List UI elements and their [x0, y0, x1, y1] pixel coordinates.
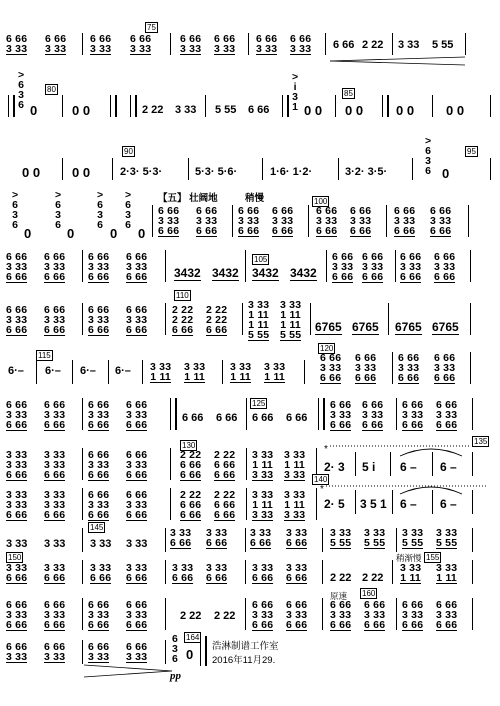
barline [316, 488, 317, 520]
barline [170, 488, 171, 520]
measure-number: 115 [38, 351, 51, 360]
note-group: 3 33 [6, 538, 28, 550]
chord-stack: 3 33 1 11 3 33 [252, 489, 274, 521]
chord-stack: 6 66 3 33 6 66 [44, 399, 66, 431]
chord-stack: 2 22 2 22 6 66 [206, 304, 228, 336]
barline [472, 490, 473, 514]
stacked-note: > 6 3 6 [55, 189, 62, 231]
note-group: 5·3· 5·6· [195, 166, 238, 178]
chord-stack: 3 33 3 33 6 66 [44, 449, 66, 481]
note-group: 6·– [8, 365, 24, 377]
note-line: 3 33 [214, 43, 236, 55]
chord-stack: 6 66 3 33 6 66 [126, 599, 148, 631]
chord-stack: 2 22 6 66 6 66 [214, 449, 236, 481]
barline [432, 490, 433, 514]
note-line: 6 66 [214, 33, 236, 45]
measure-number: 105 [254, 255, 268, 264]
chord-stack: 2 22 6 66 6 66 [180, 449, 202, 481]
note-line: 3 33 [90, 43, 112, 55]
chord-stack: 3 33 1 11 3 33 [252, 449, 274, 481]
chord-stack: 3 33 1 11 3 33 [284, 489, 306, 521]
stacked-note: > 6 3 6 [125, 189, 132, 231]
chord-stack: 6 66 3 33 6 66 [126, 251, 148, 283]
barline [470, 250, 471, 282]
note-line: 3 33 [130, 43, 152, 55]
chord-stack: 6 66 3 33 6 66 [362, 251, 384, 283]
note-line: 6 66 [256, 33, 278, 45]
rest-group: 0 0 [446, 103, 465, 118]
note-group: 3 5 1 [360, 497, 387, 511]
barline [165, 598, 166, 630]
note-line: 6 66 [180, 33, 202, 45]
note-group: 6765 [395, 320, 422, 334]
note-line: 3 33 [256, 43, 278, 55]
barline [470, 352, 471, 384]
chord-stack [256, 34, 277, 55]
chord-stack: 3 33 5 55 [364, 527, 386, 549]
chord-stack: 6 66 3 33 6 66 [436, 399, 458, 431]
note-line: 3 33 [290, 43, 312, 55]
chord-stack: 6 66 3 33 6 66 [286, 599, 308, 631]
chord-stack: 3 33 6 66 [126, 562, 148, 584]
credit-studio: 浩淋制谱工作室 [212, 641, 279, 652]
barline [82, 33, 83, 55]
chord-stack [90, 34, 111, 55]
barline [82, 250, 83, 282]
measure-number: 164 [186, 633, 200, 642]
chord-stack: 6 66 3 33 6 66 [436, 599, 458, 631]
chord-stack: 6 66 3 33 6 66 [434, 352, 456, 384]
chord-stack: 6 66 3 33 6 66 [252, 599, 274, 631]
chord-stack [6, 34, 27, 55]
barline [386, 205, 387, 237]
chord-stack: 6 66 3 33 6 66 [158, 205, 180, 237]
credit-date: 2016年11月29. [212, 655, 276, 666]
barline [490, 158, 491, 180]
note-group: 3·2· 3·5· [345, 166, 388, 178]
chord-stack: 3 33 6 66 [44, 562, 66, 584]
barline [82, 303, 83, 335]
barline [82, 640, 83, 664]
barline [310, 303, 311, 335]
dynamic-marking: pp [170, 670, 181, 682]
note-group: 5 55 [432, 39, 454, 51]
note-group: 6765 [432, 320, 459, 334]
chord-stack: 3 33 1 11 3 33 [284, 449, 306, 481]
barline [472, 598, 473, 630]
note-line: 6 66 [90, 33, 112, 45]
chord-stack: 3 33 3 33 6 66 [6, 489, 28, 521]
chord-stack: 6 66 3 33 6 66 [6, 399, 28, 431]
note-line: 3 33 [6, 43, 28, 55]
chord-stack: 3 33 3 33 6 66 [44, 489, 66, 521]
measure-number: 110 [176, 291, 189, 300]
note-group: 2 22 [362, 39, 384, 51]
chord-stack: 2 22 6 66 6 66 [214, 489, 236, 521]
note-line: 6 66 [130, 33, 152, 45]
barline [82, 528, 83, 552]
barline [142, 360, 143, 384]
barline [322, 560, 323, 584]
chord-stack: 3 33 3 33 6 66 [6, 449, 28, 481]
chord-stack: 6 66 3 33 6 66 [6, 599, 28, 631]
barline [165, 640, 166, 664]
chord-stack: 3 33 6 66 [286, 562, 308, 584]
chord-stack: 6 66 3 33 6 66 [350, 205, 372, 237]
chord-stack: 6 66 3 33 6 66 [272, 205, 294, 237]
chord-stack: 6 66 3 33 6 66 [402, 399, 424, 431]
decrescendo-hairpin [84, 664, 172, 678]
chord-stack: 6 66 3 33 [6, 641, 28, 663]
barline [395, 250, 396, 282]
chord-stack: 3 33 1 11 [264, 361, 286, 383]
note-group: 2 22 [142, 104, 164, 116]
barline [465, 33, 466, 55]
barline [355, 452, 356, 476]
chord-stack: 3 33 6 66 [206, 527, 228, 549]
note-group: 6765 [315, 320, 342, 334]
note-group: 6 66 [248, 104, 270, 116]
chord-stack: 3 33 1 11 [150, 361, 172, 383]
barline [246, 398, 247, 430]
barline [392, 560, 393, 584]
chord-stack: 2 22 2 22 6 66 [172, 304, 194, 336]
barline [392, 33, 393, 55]
barline [472, 528, 473, 552]
chord-stack: 6 66 3 33 6 66 [320, 352, 342, 384]
barline [246, 448, 247, 480]
note-group: 2 22 [330, 572, 352, 584]
section-heading: 【五】 壮阔地 [158, 193, 218, 204]
barline [165, 250, 166, 282]
chord-stack: 3 33 5 55 [436, 527, 458, 549]
barline [62, 158, 63, 180]
chord-stack: 6 66 3 33 6 66 [394, 205, 416, 237]
chord-stack: 3 33 6 66 [172, 562, 194, 584]
measure-number: 160 [362, 589, 376, 598]
rest-group: 0 0 [22, 165, 41, 180]
repeat-start-barline [8, 95, 15, 117]
note-group: 2· 5 [324, 497, 345, 511]
measure-number: 125 [252, 399, 266, 408]
measure-number: 95 [467, 147, 476, 156]
chord-stack: 2 22 6 66 6 66 [180, 489, 202, 521]
chord-stack: 6 66 3 33 6 66 [330, 599, 352, 631]
chord-stack: 6 66 3 33 6 66 [44, 599, 66, 631]
chord-stack: 6 66 3 33 6 66 [88, 449, 110, 481]
rest-group: 0 0 [72, 103, 91, 118]
stacked-note: > 6 3 6 [97, 189, 104, 231]
barline [165, 528, 166, 552]
chord-stack: 3 33 6 66 [252, 562, 274, 584]
measure-number: 155 [426, 553, 440, 562]
chord-stack: 6 66 3 33 6 66 [6, 251, 28, 283]
measure-number: 90 [124, 147, 133, 156]
note-group: 2 22 [214, 610, 236, 622]
chord-stack: 6 66 3 33 6 66 [238, 205, 260, 237]
measure-number: 80 [47, 85, 56, 94]
barline [248, 33, 249, 55]
barline [262, 158, 263, 180]
chord-stack: 3 33 5 55 [330, 527, 352, 549]
barline [325, 33, 326, 55]
note-group: 3 33 [126, 538, 148, 550]
chord-stack: 6 66 3 33 6 66 [362, 399, 384, 431]
barline [82, 398, 83, 430]
barline [82, 488, 83, 520]
barline [245, 250, 246, 282]
chord-stack: 3 33 1 11 1 11 5 55 [248, 299, 270, 341]
tempo-annotation: 稍渐慢 [396, 553, 422, 563]
stacked-note: 6 3 6 [172, 633, 178, 665]
note-group: 6765 [352, 320, 379, 334]
chord-stack [45, 34, 66, 55]
barline [36, 360, 37, 384]
rest-group: 0 0 [345, 103, 364, 118]
barline [322, 528, 323, 552]
barline [470, 303, 471, 335]
barline [472, 398, 473, 430]
rest-group: 0 0 [396, 103, 415, 118]
note-group: 3432 [174, 266, 201, 280]
note-group: 1·6· 1·2· [270, 166, 313, 178]
repeat-end-barline [318, 398, 325, 430]
measure-number: 75 [147, 23, 156, 32]
note-group: 6·– [45, 365, 61, 377]
barline [188, 158, 189, 180]
barline [308, 205, 309, 237]
final-barline [200, 636, 207, 666]
note-group: 6 – [400, 497, 417, 511]
chord-stack [180, 34, 201, 55]
barline [304, 360, 305, 384]
barline [112, 158, 113, 180]
repeat-end-barline [282, 95, 289, 117]
note-line: 3 33 [45, 43, 67, 55]
crescendo-hairpin [330, 56, 465, 66]
note-group: 2 22 [180, 610, 202, 622]
chord-stack: 6 66 3 33 6 66 [126, 399, 148, 431]
score-page: 75 6 66 3 33 6 66 3 33 6 66 3 33 6 66 3 33 6 66 3 33 6 66 3 33 6 66 3 33 6 66 3 33 6 66 2 22 3 33 5 55 > 6 3 6 0 80 0 0 2 22 3 33 5 55 6 66 > i 3 1 0 0 85 0 0 0 0 0 0 0 0 0 0 90 2·3· 5·3· 5·3· 5·6· 1·6· 1·2· 3·2· 3·5· > 6 3 6 0 95 【五】 壮阔地 稍慢 > 6 3 6 0 > 6 3 6 0 > 6 3 6 0 > 6 3 6 0 100 6 66 3 33 6 66 6 66 3 33 6 66 6 66 3 33 6 66 6 66 3 33 6 66 6 66 3 33 6 66 6 66 3 33 6 66 6 66 3 33 6 66 6 66 3 33 6 66 6 66 3 33 6 66 6 66 3 33 6 66 6 66 3 33 6 66 6 66 3 33 6 66 3432 3432 105 3432 3432 6 66 3 33 6 66 6 66 3 33 6 66 6 66 3 33 6 66 6 66 3 33 6 66 6 66 3 33 6 66 6 66 3 33 6 66 6 66 3 33 6 66 6 66 3 33 6 66 110 2 22 2 22 6 66 2 22 2 22 6 66 3 33 1 11 1 11 5 55 3 33 1 11 1 11 5 55 6765 6765 6765 6765 6·– 115 6·– 6·– 6·– 3 33 1 11 3 33 1 11 3 33 1 11 3 33 1 11 120 6 66 3 33 6 66 6 66 3 33 6 66 6 66 3 33 6 66 6 66 3 33 6 66 6 66 3 33 6 66 6 66 3 33 6 66 6 66 3 33 6 66 6 66 3 33 6 66 6 66 6 66 125 6 66 6 66 6 66 3 33 6 66 6 66 3 33 6 66 6 66 3 33 6 66 6 66 3 33 6 66 3 33 3 33 6 66 3 33 3 33 6 66 6 66 3 33 6 66 6 66 3 33 6 66 130 2 22 6 66 6 66 2 22 6 66 6 66 3 33 1 11 3 33 3 33 1 11 3 33 * 135 2· 3 5 i 6 – 6 – 3 33 3 33 6 66 3 33 3 33 6 66 6 66 3 33 6 66 6 66 3 33 6 66 2 22 6 66 6 66 2 22 6 66 6 66 3 33 1 11 3 33 3 33 1 11 3 33 140 * 2· 5 3 5 1 6 – 6 – 3 33 3 33 145 3 33 3 33 3 33 6 66 3 33 6 66 3 33 6 66 3 33 6 66 3 33 5 55 3 33 5 55 3 33 5 55 3 33 5 55 150 3 33 6 66 3 33 6 66 3 33 6 66 3 33 6 66 3 33 6 66 3 33 6 66 3 33 6 66 3 33 6 66 2 22 2 22 稍渐慢 155 3 33 1 11 3 33 1 11 6 66 3 33 6 66 6 66 3 33 6 66 6 66 3 33 6 66 6 66 3 33 6 66 2 22 2 22 6 66 3 33 6 66 6 66 3 33 6 66 原速 160 6 66 3 33 6 66 6 66 3 33 6 66 6 66 3 33 6 66 6 66 3 33 6 66 6 66 3 33 6 66 3 33 6 66 3 33 6 66 3 33 6 3 6 0 164 pp 浩淋制谱工作室 2016年11月29. [0, 0, 500, 706]
measure-number: 140 [314, 475, 328, 484]
barline [396, 598, 397, 630]
chord-stack: 6 66 3 33 6 66 [430, 205, 452, 237]
chord-stack [290, 34, 311, 55]
note-group: 6 – [440, 497, 457, 511]
barline [392, 352, 393, 384]
barline [232, 205, 233, 237]
note-group: 6 – [400, 460, 417, 474]
chord-stack: 6 66 3 33 6 66 [434, 251, 456, 283]
barline [245, 528, 246, 552]
note-group: 3432 [252, 266, 279, 280]
chord-stack: 6 66 3 33 [88, 641, 110, 663]
note-group: 3 33 [398, 39, 420, 51]
stacked-note: > 6 3 6 [18, 69, 25, 111]
chord-stack: 3 33 6 66 [206, 562, 228, 584]
repeat-end-barline [382, 95, 389, 117]
note-group: 6 66 [286, 412, 308, 424]
tempo-annotation: 原速 [330, 591, 348, 601]
note-group: 3 33 [175, 104, 197, 116]
barline [322, 598, 323, 630]
tempo-marking: 稍慢 [245, 193, 265, 204]
barline [432, 95, 433, 117]
chord-stack: 6 66 3 33 6 66 [196, 205, 218, 237]
barline [245, 598, 246, 630]
barline [392, 490, 393, 514]
note-group: 2·3· 5·3· [120, 166, 163, 178]
barline [396, 528, 397, 552]
chord-stack: 6 66 3 33 6 66 [330, 399, 352, 431]
barline [242, 303, 243, 335]
chord-stack: 6 66 3 33 6 66 [332, 251, 354, 283]
measure-number: 100 [314, 197, 328, 206]
chord-stack: 6 66 3 33 6 66 [126, 449, 148, 481]
chord-stack [130, 34, 151, 55]
tie-slur [396, 482, 466, 496]
barline [390, 452, 391, 476]
note-group: 2 22 [362, 572, 384, 584]
note-line: 6 66 [290, 33, 312, 45]
tie-slur [396, 444, 466, 458]
chord-stack: 3 33 6 66 [170, 527, 192, 549]
chord-stack: 6 66 3 33 6 66 [400, 251, 422, 283]
note-group: 6 66 [216, 412, 238, 424]
stacked-note: > 6 3 6 [12, 189, 19, 231]
chord-stack: 6 66 3 33 [44, 641, 66, 663]
chord-stack: 3 33 6 66 [6, 562, 28, 584]
barline [205, 95, 206, 117]
chord-stack: 3 33 1 11 1 11 5 55 [280, 299, 302, 341]
measure-number: 120 [320, 344, 334, 353]
repeat-end-barline [110, 95, 117, 117]
barline [432, 452, 433, 476]
chord-stack: 6 66 3 33 6 66 [44, 304, 66, 336]
chord-stack: 6 66 3 33 6 66 [355, 352, 377, 384]
barline [490, 95, 491, 117]
barline [472, 560, 473, 584]
chord-stack: 6 66 3 33 6 66 [316, 205, 338, 237]
chord-stack: 3 33 6 66 [286, 527, 308, 549]
chord-stack: 3 33 6 66 [250, 527, 272, 549]
chord-stack: 6 66 3 33 6 66 [88, 251, 110, 283]
chord-stack: 6 66 3 33 [126, 641, 148, 663]
barline [165, 303, 166, 335]
chord-stack [214, 34, 235, 55]
barline [170, 448, 171, 480]
barline [335, 95, 336, 117]
chord-stack: 6 66 3 33 6 66 [88, 489, 110, 521]
chord-stack: 6 66 3 33 6 66 [126, 304, 148, 336]
chord-stack: 6 66 3 33 6 66 [88, 599, 110, 631]
barline [82, 448, 83, 480]
chord-stack: 3 33 1 11 [400, 562, 422, 584]
barline [108, 360, 109, 384]
barline [468, 205, 469, 237]
barline [72, 360, 73, 384]
chord-stack: 6 66 3 33 6 66 [398, 352, 420, 384]
barline [472, 452, 473, 476]
measure-number: 145 [90, 523, 104, 532]
barline [388, 303, 389, 335]
note-line: 6 66 [6, 33, 28, 45]
note-group: 3432 [290, 266, 317, 280]
stacked-note: > i 3 1 [292, 71, 299, 113]
chord-stack: 3 33 1 11 [436, 562, 458, 584]
barline [152, 205, 153, 237]
note-group: 3 33 [90, 538, 112, 550]
chord-stack: 3 33 1 11 [230, 361, 252, 383]
barline [222, 360, 223, 384]
note-group: 6·– [80, 365, 96, 377]
stacked-note: > 6 3 6 [425, 135, 432, 177]
chord-stack: 6 66 3 33 6 66 [88, 304, 110, 336]
note-line: 3 33 [180, 43, 202, 55]
repeat-start-barline [130, 95, 137, 117]
note-group: 6 66 [252, 412, 274, 424]
barline [355, 490, 356, 514]
chord-stack: 6 66 3 33 6 66 [364, 599, 386, 631]
barline [326, 250, 327, 282]
chord-stack: 6 66 3 33 6 66 [88, 399, 110, 431]
measure-number: 150 [8, 553, 22, 562]
measure-number: 135 [474, 437, 488, 446]
barline [82, 560, 83, 584]
chord-stack: 6 66 3 33 6 66 [44, 251, 66, 283]
note-group: 3432 [212, 266, 239, 280]
barline [165, 560, 166, 584]
chord-stack: 6 66 3 33 6 66 [402, 599, 424, 631]
note-line: 6 66 [45, 33, 67, 45]
barline [396, 398, 397, 430]
note-group: 6 – [440, 460, 457, 474]
chord-stack: 6 66 3 33 6 66 [6, 304, 28, 336]
chord-stack: 3 33 5 55 [402, 527, 424, 549]
note-group: 3 33 [44, 538, 66, 550]
note-group: 5 i [362, 460, 376, 474]
barline [82, 598, 83, 630]
measure-number: 130 [182, 441, 196, 450]
barline [412, 158, 413, 180]
note-group: 6 66 [333, 39, 355, 51]
chord-stack: 3 33 1 11 [184, 361, 206, 383]
barline [245, 560, 246, 584]
repeat-start-barline [170, 398, 177, 430]
barline [246, 488, 247, 520]
barline [170, 33, 171, 55]
barline [338, 158, 339, 180]
chord-stack: 6 66 3 33 6 66 [126, 489, 148, 521]
note-group: 2· 3 [324, 460, 345, 474]
note-group: 6·– [115, 365, 131, 377]
measure-number: 85 [344, 89, 353, 98]
chord-stack: 3 33 6 66 [90, 562, 112, 584]
note-group: 5 55 [215, 104, 237, 116]
note-group: 6 66 [182, 412, 204, 424]
rest-group: 0 0 [72, 165, 91, 180]
barline [62, 95, 63, 117]
